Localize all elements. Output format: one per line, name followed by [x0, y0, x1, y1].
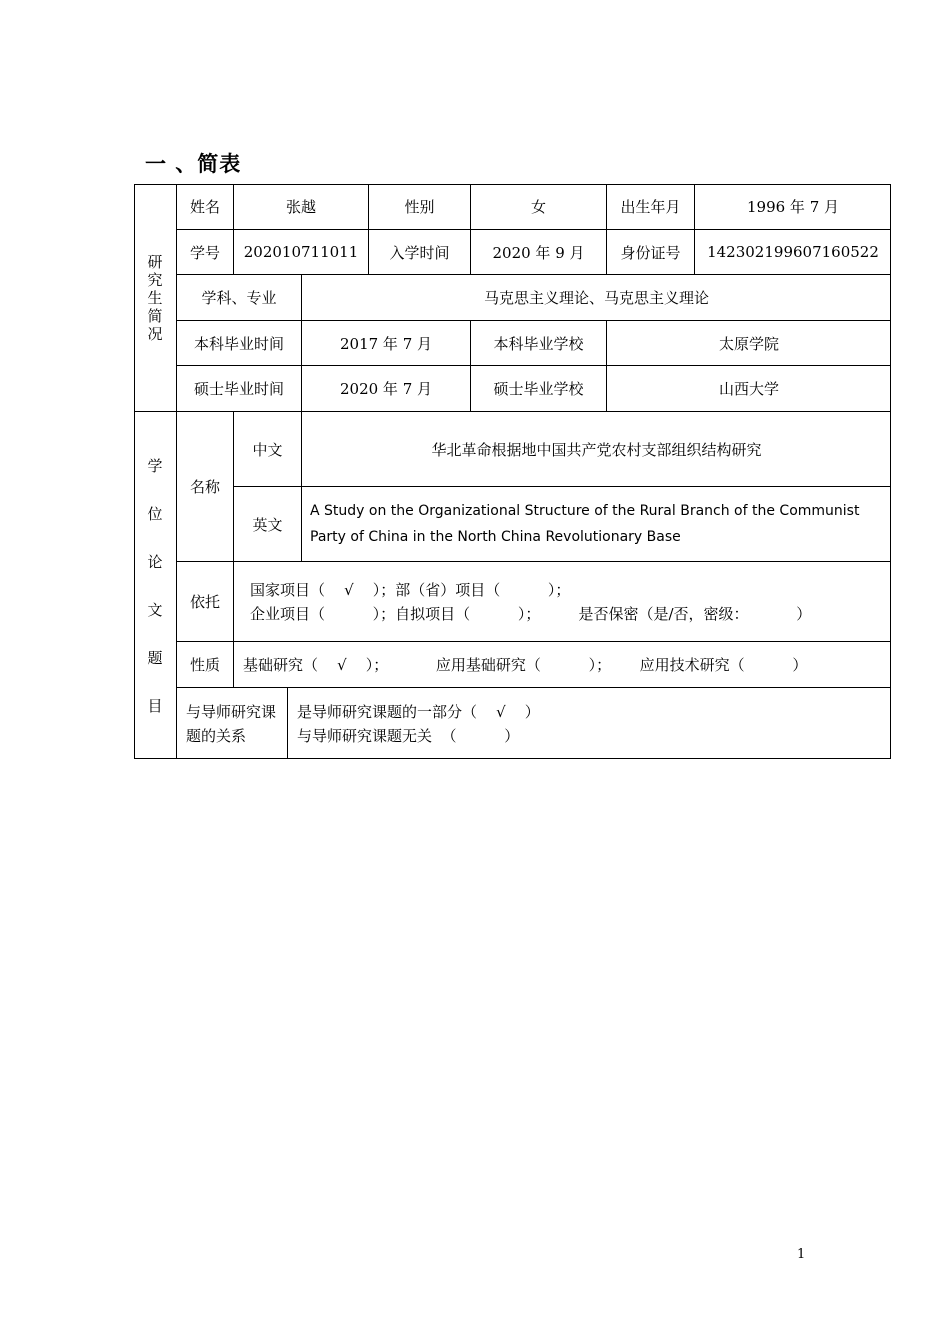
name-label: 姓名	[177, 184, 234, 230]
major-value: 马克思主义理论、马克思主义理论	[302, 275, 891, 321]
enroll-label: 入学时间	[369, 230, 471, 275]
master-time-value: 2020 年 7 月	[302, 366, 471, 412]
relation-label: 与导师研究课题的关系	[177, 688, 288, 759]
thesis-cn-title: 华北革命根据地中国共产党农村支部组织结构研究	[302, 412, 891, 487]
thesis-section-label: 学位论文题目	[134, 412, 177, 759]
birth-label: 出生年月	[607, 184, 695, 230]
nature-text: 基础研究（ √ ）； 应用基础研究（ ）； 应用技术研究（ ）	[243, 655, 808, 674]
page-title: 一 、简表	[145, 152, 242, 176]
name-value: 张越	[234, 184, 369, 230]
major-label: 学科、专业	[177, 275, 302, 321]
bachelor-school-value: 太原学院	[607, 321, 891, 366]
thesis-en-title: A Study on the Organizational Structure of the Rural Branch of the Communist Party of China in the North China Revolutionary Base	[302, 487, 891, 562]
bachelor-school-label: 本科毕业学校	[471, 321, 607, 366]
student-id-label: 学号	[177, 230, 234, 275]
gender-value: 女	[471, 184, 607, 230]
relation-options	[288, 688, 891, 759]
idcard-value: 142302199607160522	[695, 230, 891, 275]
bachelor-time-label: 本科毕业时间	[177, 321, 302, 366]
nature-label: 性质	[177, 642, 234, 688]
summary-table	[134, 184, 891, 759]
basis-line-2: 企业项目（ ）；自拟项目（ ）； 是否保密（是/否，密级： ）	[250, 604, 812, 623]
bachelor-time-value: 2017 年 7 月	[302, 321, 471, 366]
student-section-label: 研究生简况	[134, 184, 177, 412]
thesis-cn-label: 中文	[234, 412, 302, 487]
gender-label: 性别	[369, 184, 471, 230]
relation-line-2: 与导师研究课题无关 （ ）	[297, 726, 520, 745]
thesis-name-label: 名称	[177, 412, 234, 562]
student-id-value: 202010711011	[234, 230, 369, 275]
master-school-label: 硕士毕业学校	[471, 366, 607, 412]
birth-value: 1996 年 7 月	[695, 184, 891, 230]
thesis-en-label: 英文	[234, 487, 302, 562]
master-time-label: 硕士毕业时间	[177, 366, 302, 412]
basis-options-text	[250, 578, 811, 626]
basis-label: 依托	[177, 562, 234, 642]
basis-options	[234, 562, 891, 642]
relation-options-text	[297, 700, 540, 748]
master-school-value: 山西大学	[607, 366, 891, 412]
basis-line-1: 国家项目（ √ ）；部（省）项目（ ）；	[250, 580, 571, 599]
page-number: 1	[797, 1247, 806, 1262]
idcard-label: 身份证号	[607, 230, 695, 275]
enroll-value: 2020 年 9 月	[471, 230, 607, 275]
nature-options	[234, 642, 891, 688]
relation-line-1: 是导师研究课题的一部分（ √ ）	[297, 702, 540, 721]
